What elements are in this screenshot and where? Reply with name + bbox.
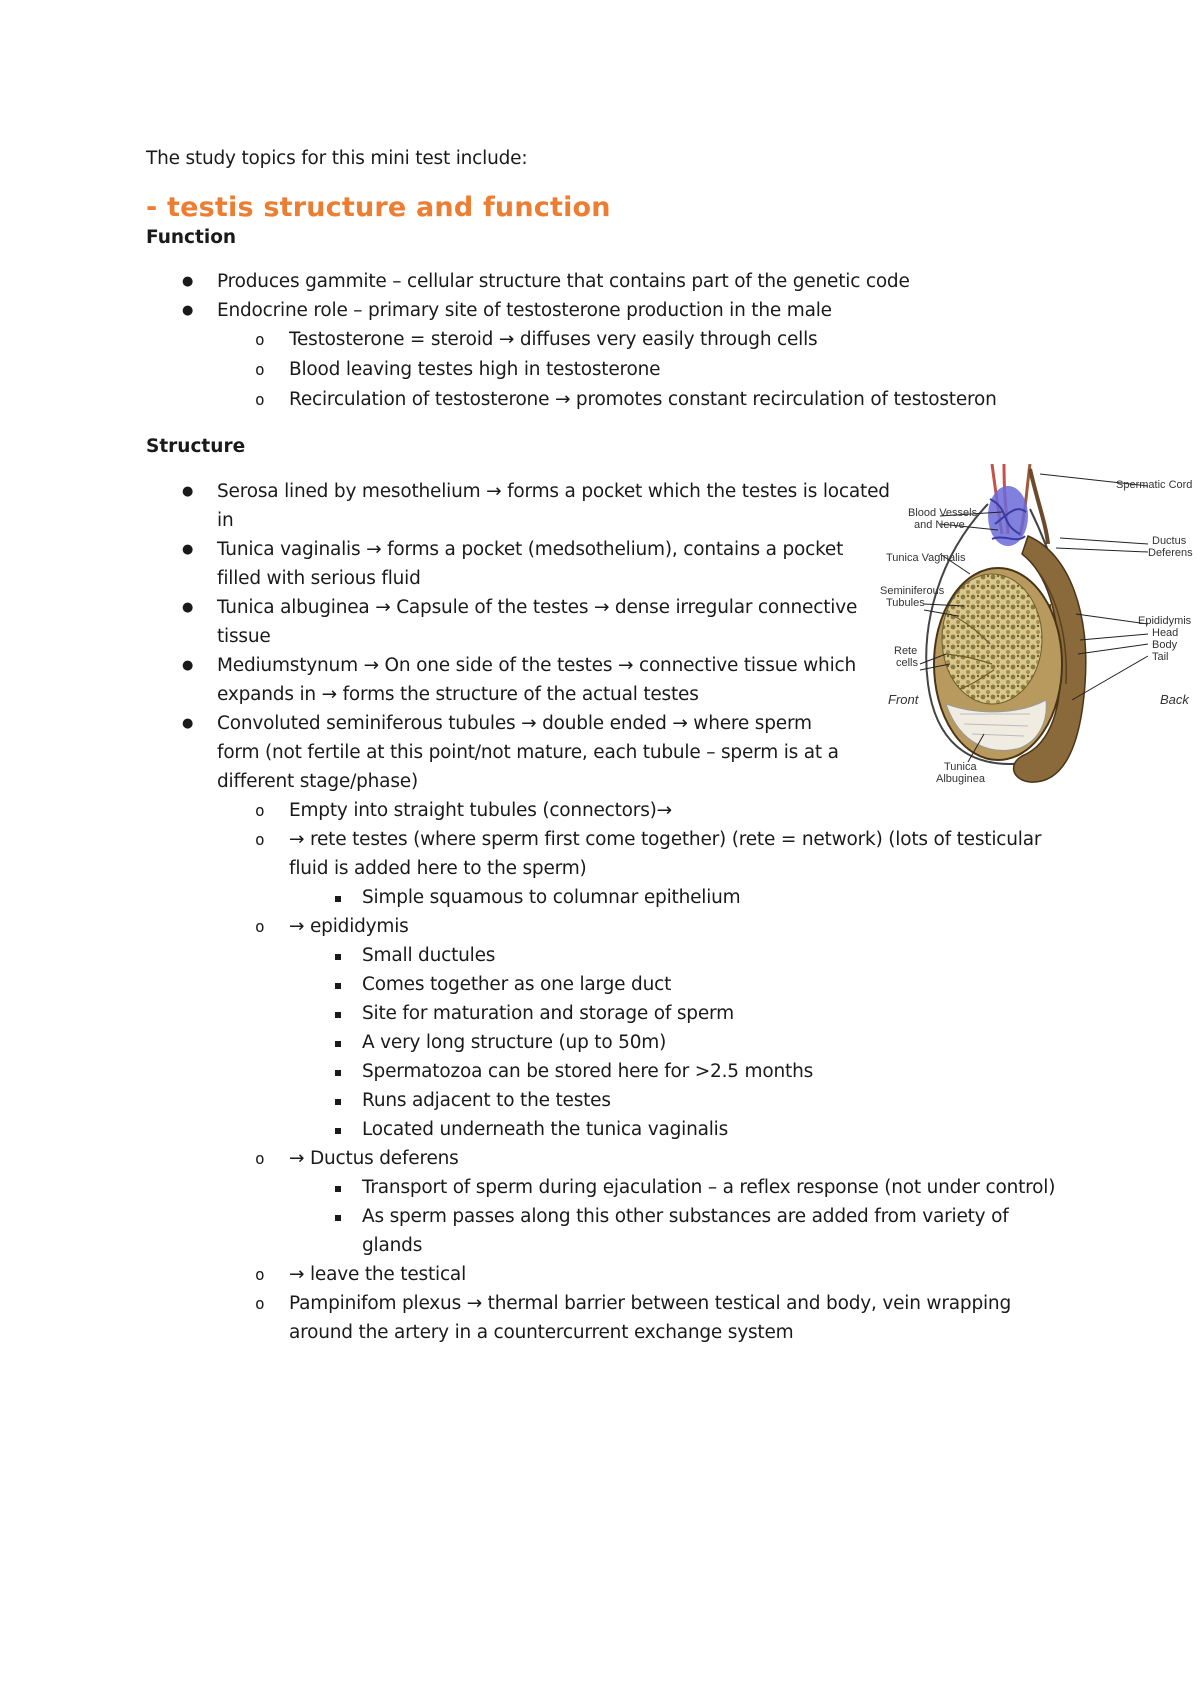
bullet-square (335, 1070, 341, 1076)
function-bullet: Endocrine role – primary site of testosterone production in the male (217, 300, 832, 321)
bullet-o: o (255, 390, 265, 409)
epididymis-sub-item: Small ductules (362, 945, 496, 966)
tubules-sub-item: → Ductus deferens (289, 1148, 459, 1169)
label-rete: Rete (894, 645, 918, 657)
tubules-sub-item: → rete testes (where sperm first come together) (rete = network) (lots of testicular (289, 829, 1042, 850)
label-epididymis: Head (1152, 627, 1179, 639)
structure-bullet-line: Mediumstynum → On one side of the testes → connective tissue which (217, 655, 857, 676)
label-back: Back (1160, 692, 1189, 707)
bullet-square (335, 896, 341, 902)
label-epididymis: Epididymis (1138, 615, 1192, 627)
tubules-sub-item: Pampinifom plexus → thermal barrier between testical and body, vein wrapping (289, 1293, 1011, 1314)
structure-heading: Structure (146, 436, 246, 457)
epididymis-sub-item: Runs adjacent to the testes (362, 1090, 611, 1111)
tubules-sub-item: around the artery in a countercurrent exchange system (289, 1322, 794, 1343)
label-ductus: Ductus (1152, 535, 1187, 547)
structure-bullet-line: in (217, 510, 234, 531)
structure-bullet-line: tissue (217, 626, 271, 647)
function-heading: Function (146, 227, 237, 248)
ductus-sub-item: As sperm passes along this other substances are added from variety of (362, 1206, 1009, 1227)
epididymis-sub-item: Comes together as one large duct (362, 974, 672, 995)
label-front: Front (888, 692, 919, 707)
structure-bullet-line: Tunica albuginea → Capsule of the testes → dense irregular connective (217, 597, 858, 618)
label-spermatic-cord: Spermatic Cord (1116, 479, 1193, 491)
bullet-square (335, 1128, 341, 1134)
tubules-sub-item: fluid is added here to the sperm) (289, 858, 587, 879)
function-sub-item: Testosterone = steroid → diffuses very easily through cells (289, 329, 818, 350)
bullet-o: o (255, 830, 265, 849)
tubules-sub-item: → epididymis (289, 916, 409, 937)
page-heading: - testis structure and function (146, 192, 611, 223)
structure-bullet-line: Tunica vaginalis → forms a pocket (medsothelium), contains a pocket (217, 539, 844, 560)
tubules-sub-item: → leave the testical (289, 1264, 467, 1285)
bullet-square (335, 1012, 341, 1018)
structure-bullet-line: different stage/phase) (217, 771, 418, 792)
bullet-square (335, 983, 341, 989)
rete-sub-item: Simple squamous to columnar epithelium (362, 887, 741, 908)
bullet-square (335, 1186, 341, 1192)
label-ductus: Deferens (1148, 547, 1193, 559)
bullet-o: o (255, 917, 265, 936)
label-seminiferous: Seminiferous (880, 585, 945, 597)
bullet-dot: ● (182, 484, 194, 499)
structure-bullet-line: expands in → forms the structure of the actual testes (217, 684, 699, 705)
ductus-sub-item: glands (362, 1235, 423, 1256)
bullet-square (335, 954, 341, 960)
function-sub-item: Blood leaving testes high in testosterone (289, 359, 661, 380)
label-epididymis: Tail (1152, 651, 1169, 663)
bullet-dot: ● (182, 716, 194, 731)
intro-text: The study topics for this mini test include: (146, 148, 528, 169)
function-bullet: Produces gammite – cellular structure that contains part of the genetic code (217, 271, 910, 292)
label-tunica-vaginalis: Tunica Vaginalis (886, 552, 966, 564)
bullet-dot: ● (182, 274, 194, 289)
label-epididymis: Body (1152, 639, 1178, 651)
bullet-square (335, 1099, 341, 1105)
bullet-o: o (255, 1294, 265, 1313)
structure-bullet-line: filled with serious fluid (217, 568, 421, 589)
bullet-o: o (255, 801, 265, 820)
label-rete: cells (896, 657, 919, 669)
structure-bullet-line: form (not fertile at this point/not mature, each tubule – sperm is at a (217, 742, 839, 763)
bullet-o: o (255, 1149, 265, 1168)
structure-bullet-line: Convoluted seminiferous tubules → double ended → where sperm (217, 713, 812, 734)
bullet-o: o (255, 1265, 265, 1284)
label-blood-vessels: Blood Vessels (908, 507, 978, 519)
label-albuginea: Tunica (944, 761, 977, 773)
bullet-dot: ● (182, 658, 194, 673)
bullet-dot: ● (182, 303, 194, 318)
epididymis-sub-item: Located underneath the tunica vaginalis (362, 1119, 729, 1140)
bullet-o: o (255, 330, 265, 349)
ductus-sub-item: Transport of sperm during ejaculation – a reflex response (not under control) (362, 1177, 1056, 1198)
bullet-square (335, 1215, 341, 1221)
bullet-o: o (255, 360, 265, 379)
epididymis-sub-item: Spermatozoa can be stored here for >2.5 months (362, 1061, 814, 1082)
label-albuginea: Albuginea (936, 773, 985, 785)
label-seminiferous: Tubules (886, 597, 925, 609)
bullet-dot: ● (182, 600, 194, 615)
epididymis-sub-item: Site for maturation and storage of sperm (362, 1003, 734, 1024)
testis-diagram (880, 464, 1200, 794)
tubules-sub-item: Empty into straight tubules (connectors)→ (289, 800, 672, 821)
bullet-dot: ● (182, 542, 194, 557)
structure-bullet-line: Serosa lined by mesothelium → forms a pocket which the testes is located (217, 481, 890, 502)
label-blood-vessels: and Nerve (914, 519, 965, 531)
function-sub-item: Recirculation of testosterone → promotes constant recirculation of testosteron (289, 389, 997, 410)
bullet-square (335, 1041, 341, 1047)
epididymis-sub-item: A very long structure (up to 50m) (362, 1032, 667, 1053)
